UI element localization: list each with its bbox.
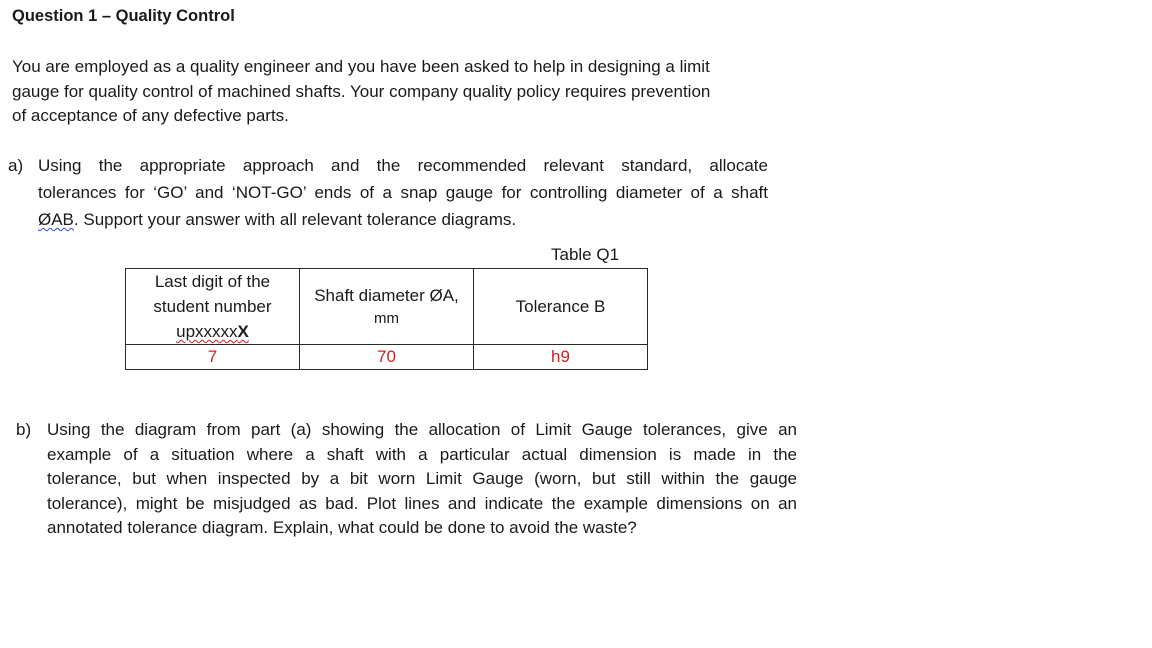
- part-a-line-3: [38, 206, 768, 233]
- part-a-line-3-rest: . Support your answer with all relevant tolerance diagrams.: [73, 210, 517, 229]
- shaft-symbol: ØAB: [38, 210, 74, 229]
- header-last-digit-line-2: student number: [153, 297, 272, 316]
- part-b-line-1: Using the diagram from part (a) showing the allocation of Limit Gauge tolerances, give an: [47, 420, 797, 439]
- intro-line-3: of acceptance of any defective parts.: [12, 106, 289, 125]
- header-last-digit-line-1: Last digit of the: [154, 272, 271, 291]
- header-last-digit-line-3: [126, 319, 299, 344]
- intro-paragraph: [12, 55, 782, 129]
- cell-diameter: 70: [300, 345, 474, 370]
- header-shaft-diameter: [300, 269, 474, 345]
- table-header-row: [126, 269, 648, 345]
- question-title: Question 1 – Quality Control: [12, 7, 235, 25]
- student-number-digit: X: [237, 322, 249, 341]
- part-b-line-5: annotated tolerance diagram. Explain, what could be done to avoid the waste?: [47, 518, 637, 537]
- header-shaft-diameter-line-1: Shaft diameter ØA,: [314, 286, 459, 305]
- part-a-text: [38, 152, 768, 233]
- intro-line-1: You are employed as a quality engineer and you have been asked to help in designing a limit: [12, 57, 710, 76]
- cell-tolerance: h9: [474, 345, 648, 370]
- table-row: [126, 345, 648, 370]
- part-b-text: [47, 418, 797, 541]
- intro-line-2: gauge for quality control of machined shafts. Your company quality policy requires prevention: [12, 81, 711, 101]
- part-b-line-4: tolerance), might be misjudged as bad. Plot lines and indicate the example dimensions on an: [47, 493, 797, 513]
- student-number-prefix: upxxxxx: [176, 322, 238, 341]
- part-a-line-2: tolerances for ‘GO’ and ‘NOT-GO’ ends of a snap gauge for controlling diameter of a shaft: [38, 183, 768, 202]
- part-b-line-2: example of a situation where a shaft with a particular actual dimension is made in the: [47, 444, 797, 464]
- cell-digit: 7: [126, 345, 300, 370]
- header-shaft-diameter-unit: mm: [374, 310, 399, 327]
- part-b-label: b): [16, 420, 32, 439]
- header-tolerance: Tolerance B: [474, 269, 648, 345]
- part-b-line-3: tolerance, but when inspected by a bit worn Limit Gauge (worn, but still within the gauge: [47, 469, 797, 488]
- header-last-digit: [126, 269, 300, 345]
- table-caption: Table Q1: [551, 245, 620, 264]
- part-a-line-1: Using the appropriate approach and the recommended relevant standard, allocate: [38, 156, 768, 175]
- part-a-label: a): [8, 156, 24, 175]
- table-q1: [125, 268, 648, 370]
